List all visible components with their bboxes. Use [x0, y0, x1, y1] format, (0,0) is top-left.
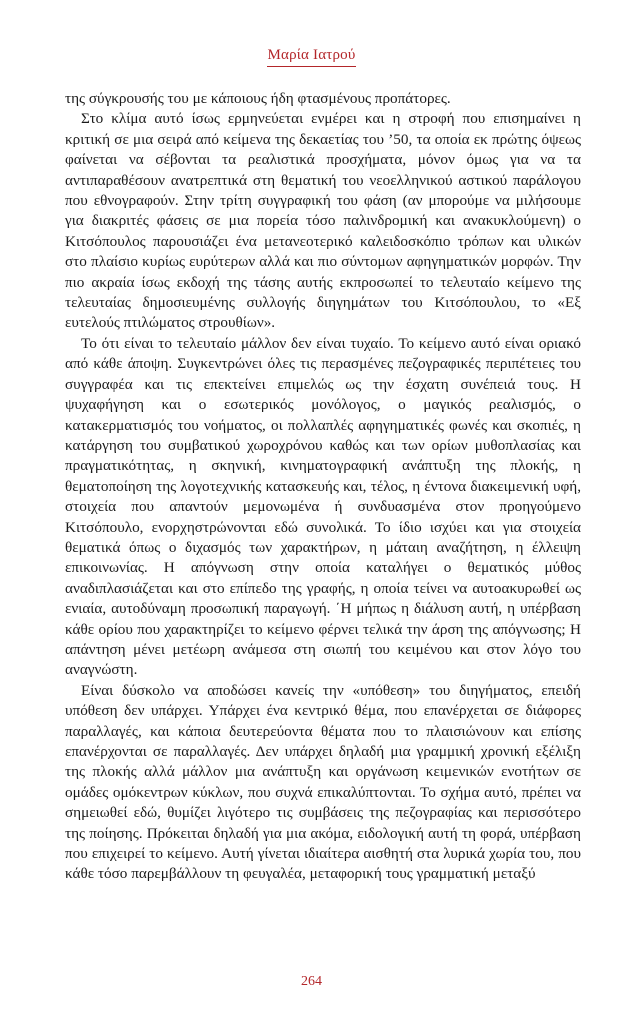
paragraph: Στο κλίμα αυτό ίσως ερμηνεύεται ενμέρει και η στροφή που επισημαίνει η κριτική σε μια σειρά από κείμενα της δεκαετίας του ’50, τα οποία εκ πρώτης όψεως φαίνεται να σέβονται τα ρεαλιστικά προσχήματα, μόνον όμως για να τα αντιπαραθέσουν ανατρεπτικά στη θεματική του νεοελληνικού αστικού παράλογου που εθνογραφούν. Στην τρίτη συγγραφική του φάση (αν μπορούμε να μιλήσουμε για διακριτές φάσεις σε μια πορεία τόσο παλινδρομική και ανακυκλούμενη) ο Κιτσόπουλος παρουσιάζει ένα μετανεοτερικό καλειδοσκόπιο τρόπων και υλικών στο πλαίσιο κυρίως ευρύτερων αλλά και πιο σύντομων αφηγηματικών μορφών. Την πιο ακραία ίσως εκδοχή της τάσης αυτής εκπροσωπεί το τελευταίο κείμενο της τελευταίας δημοσιευμένης συλλογής διηγημάτων του Κιτσόπουλου, το «Εξ ευτελούς πτιλώματος στρουθίων».: [65, 110, 581, 332]
running-header: [0, 44, 623, 67]
running-title: Μαρία Ιατρού: [267, 47, 355, 67]
paragraph: Το ότι είναι το τελευταίο μάλλον δεν είναι τυχαίο. Το κείμενο αυτό είναι οριακό από κάθε άποψη. Συγκεντρώνει όλες τις περασμένες πεζογραφικές περιπέτειες του συγγραφέα και τις επεκτείνει επιμελώς ως την έσχατη συνέπειά τους. Η ψυχαφήγηση και ο εσωτερικός μονόλογος, ο μαγικός ρεαλισμός, ο κατακερματισμός του νοήματος, οι πολλαπλές αφηγηματικές φωνές και σκοπιές, η κατάργηση του συμβατικού χωροχρόνου καθώς και των ορίων μυθοπλασίας και πραγματικότητας, η σκηνική, κινηματογραφική ανάπτυξη της πλοκής, η θεματοποίηση της λογοτεχνικής κατασκευής και, τέλος, η έντονα διακειμενική υφή, στοιχεία που απαντούν μεμονωμένα ή συνδυασμένα στον προηγούμενο Κιτσόπουλο, ενορχηστρώνονται εδώ συνολικά. Το ίδιο ισχύει και για στοιχεία θεματικά όπως ο διχασμός των χαρακτήρων, η μάταιη αναζήτηση, η έλλειψη επικοινωνίας. Η απόγνωση στην οποία καταλήγει ο θεματικός μύθος αναδιπλασιάζεται και στο επίπεδο της γραφής, η οποία τείνει να αυτοακυρωθεί ως ενιαία, αυτοδύναμη προσωπική παραγωγή. ΄Η μήπως η διάλυση αυτή, η υπέρβαση κάθε ορίου που χαρακτηρίζει το κείμενο φέρνει τελικά την άρση της απόγνωσης; Η απάντηση μένει μετέωρη ανάμεσα στη σιωπή του κειμένου και στον λόγο του αναγνώστη.: [65, 334, 581, 679]
paragraph: της σύγκρουσής του με κάποιους ήδη φτασμένους προπάτορες.: [65, 90, 451, 107]
page-number: 264: [301, 974, 322, 989]
paragraph: Είναι δύσκολο να αποδώσει κανείς την «υπόθεση» του διηγήματος, επειδή υπόθεση δεν υπάρχει. Υπάρχει ένα κεντρικό θέμα, που επανέρχεται σε διάφορες παραλλαγές, και κάποια δευτερεύοντα θέματα που το πλαισιώνουν και επίσης επανέρχονται σε παραλλαγές. Δεν υπάρχει δηλαδή μια γραμμική χρονική εξέλιξη της πλοκής αλλά μάλλον μια ανάπτυξη και οργάνωση κειμενικών ενοτήτων σε ομάδες ομόκεντρων κύκλων, που συχνά επικαλύπτονται. Το σχήμα αυτό, πρέπει να σημειωθεί εδώ, θυμίζει λιγότερο τις συμβάσεις της πεζογραφίας και περισσότερο της ποίησης. Πρόκειται δηλαδή για μια ακόμα, ειδολογική αυτή τη φορά, υπέρβαση που επιχειρεί το κείμενο. Αυτή γίνεται ιδιαίτερα αισθητή στα λυρικά χωρία του, που κάθε τόσο παρεμβάλλουν τη φευγαλέα, μεταφορική τους γραμματική μεταξύ: [65, 681, 581, 883]
body-text: [65, 89, 581, 885]
